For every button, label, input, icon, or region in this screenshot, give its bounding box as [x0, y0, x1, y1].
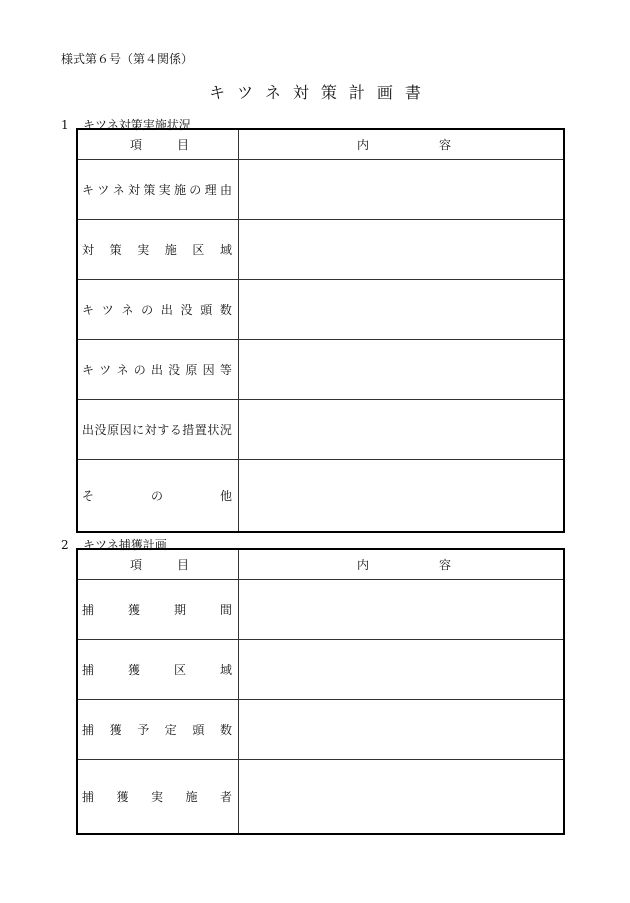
- label-char: 対: [144, 423, 157, 437]
- label-char: 者: [219, 789, 232, 804]
- row-label: [77, 580, 239, 640]
- table-row: [77, 220, 564, 280]
- label-char: 因: [202, 363, 215, 377]
- label-char: キ: [82, 363, 95, 377]
- table-row: [77, 460, 564, 532]
- table-row: [77, 700, 564, 760]
- row-label: [77, 460, 239, 532]
- label-char: の: [141, 303, 154, 317]
- label-char: キ: [82, 183, 95, 197]
- table-row: [77, 580, 564, 640]
- label-char: キ: [82, 303, 95, 317]
- table-row: [77, 280, 564, 340]
- label-char: 予: [137, 723, 150, 737]
- label-char: 捕: [82, 603, 95, 617]
- row-value-field[interactable]: [239, 280, 565, 340]
- label-char: 対: [82, 243, 95, 257]
- label-char: 獲: [127, 663, 140, 677]
- label-char: 捕: [82, 723, 95, 737]
- row-value-field[interactable]: [239, 160, 565, 220]
- label-char: 施: [164, 243, 177, 257]
- row-value-field[interactable]: [239, 760, 565, 834]
- label-char: 出: [150, 363, 163, 377]
- label-char: 没: [180, 303, 193, 317]
- row-label: [77, 400, 239, 460]
- row-label: [77, 700, 239, 760]
- section-1-table: [76, 128, 565, 533]
- label-char: 由: [219, 183, 232, 197]
- label-char: の: [133, 363, 146, 377]
- row-value-field[interactable]: [239, 640, 565, 700]
- label-char: に: [132, 423, 145, 437]
- table-row: [77, 400, 564, 460]
- label-char: 獲: [109, 723, 122, 737]
- label-char: ツ: [99, 363, 112, 377]
- form-number: 様式第６号（第４関係）: [61, 52, 194, 66]
- header-char: 内: [357, 138, 370, 152]
- label-char: 没: [94, 423, 107, 437]
- header-item: [77, 129, 239, 160]
- label-char: 頭: [192, 723, 205, 737]
- row-label: [77, 760, 239, 834]
- table-row: [77, 160, 564, 220]
- label-char: 況: [219, 423, 232, 437]
- label-char: 域: [219, 663, 232, 677]
- label-char: 策: [109, 243, 122, 257]
- label-char: 獲: [127, 603, 140, 617]
- label-char: 理: [204, 183, 217, 197]
- label-char: 出: [82, 423, 95, 437]
- label-char: 捕: [82, 663, 95, 677]
- section-1-number: 1: [61, 118, 69, 132]
- label-char: 間: [219, 603, 232, 617]
- label-char: ツ: [101, 303, 114, 317]
- header-char: 内: [357, 558, 370, 572]
- label-char: 実: [158, 183, 171, 197]
- label-char: 数: [219, 303, 232, 317]
- section-2-number: 2: [61, 538, 69, 552]
- table-header-row: [77, 549, 564, 580]
- label-char: 措: [182, 423, 195, 437]
- row-label: [77, 640, 239, 700]
- label-char: 原: [185, 363, 198, 377]
- header-char: 容: [438, 138, 451, 152]
- label-char: 数: [219, 723, 232, 737]
- row-value-field[interactable]: [239, 400, 565, 460]
- header-content: [239, 129, 565, 160]
- label-char: 策: [143, 183, 156, 197]
- label-char: 等: [219, 363, 232, 377]
- label-char: 獲: [116, 789, 129, 804]
- label-char: 期: [173, 603, 186, 617]
- label-char: の: [189, 183, 202, 197]
- label-char: 状: [207, 423, 220, 437]
- header-char: 目: [176, 138, 189, 152]
- label-char: 置: [194, 423, 207, 437]
- table-row: [77, 640, 564, 700]
- header-char: 項: [130, 138, 143, 152]
- header-char: 容: [438, 558, 451, 572]
- row-label: [77, 220, 239, 280]
- label-char: 実: [150, 789, 163, 804]
- row-value-field[interactable]: [239, 460, 565, 532]
- header-char: 目: [176, 558, 189, 572]
- section-1-title: キツネ対策実施状況: [83, 118, 191, 132]
- row-label: [77, 160, 239, 220]
- document-title: キツネ対策計画書: [209, 83, 433, 102]
- table-row: [77, 760, 564, 834]
- label-char: 因: [119, 423, 132, 437]
- label-char: 区: [192, 243, 205, 257]
- row-label: [77, 280, 239, 340]
- label-char: 区: [173, 663, 186, 677]
- label-char: 他: [219, 488, 232, 503]
- label-char: 実: [137, 243, 150, 257]
- label-char: 定: [164, 723, 177, 737]
- section-2-title: キツネ捕獲計画: [83, 538, 167, 552]
- header-item: [77, 549, 239, 580]
- label-char: ネ: [112, 183, 125, 197]
- label-char: ツ: [97, 183, 110, 197]
- label-char: 頭: [200, 303, 213, 317]
- row-value-field[interactable]: [239, 700, 565, 760]
- label-char: ネ: [116, 363, 129, 377]
- label-char: 原: [107, 423, 120, 437]
- row-value-field[interactable]: [239, 340, 565, 400]
- row-value-field[interactable]: [239, 220, 565, 280]
- label-char: 施: [173, 183, 186, 197]
- label-char: す: [157, 423, 170, 437]
- label-char: 施: [185, 789, 198, 804]
- header-content: [239, 549, 565, 580]
- row-value-field[interactable]: [239, 580, 565, 640]
- label-char: ネ: [121, 303, 134, 317]
- table-header-row: [77, 129, 564, 160]
- label-char: そ: [82, 488, 95, 503]
- header-char: 項: [130, 558, 143, 572]
- row-label: [77, 340, 239, 400]
- section-2-table: [76, 548, 565, 835]
- label-char: の: [150, 488, 163, 503]
- label-char: 没: [168, 363, 181, 377]
- table-row: [77, 340, 564, 400]
- label-char: 域: [219, 243, 232, 257]
- label-char: 捕: [82, 789, 95, 804]
- label-char: 対: [127, 183, 140, 197]
- label-char: る: [169, 423, 182, 437]
- label-char: 出: [160, 303, 173, 317]
